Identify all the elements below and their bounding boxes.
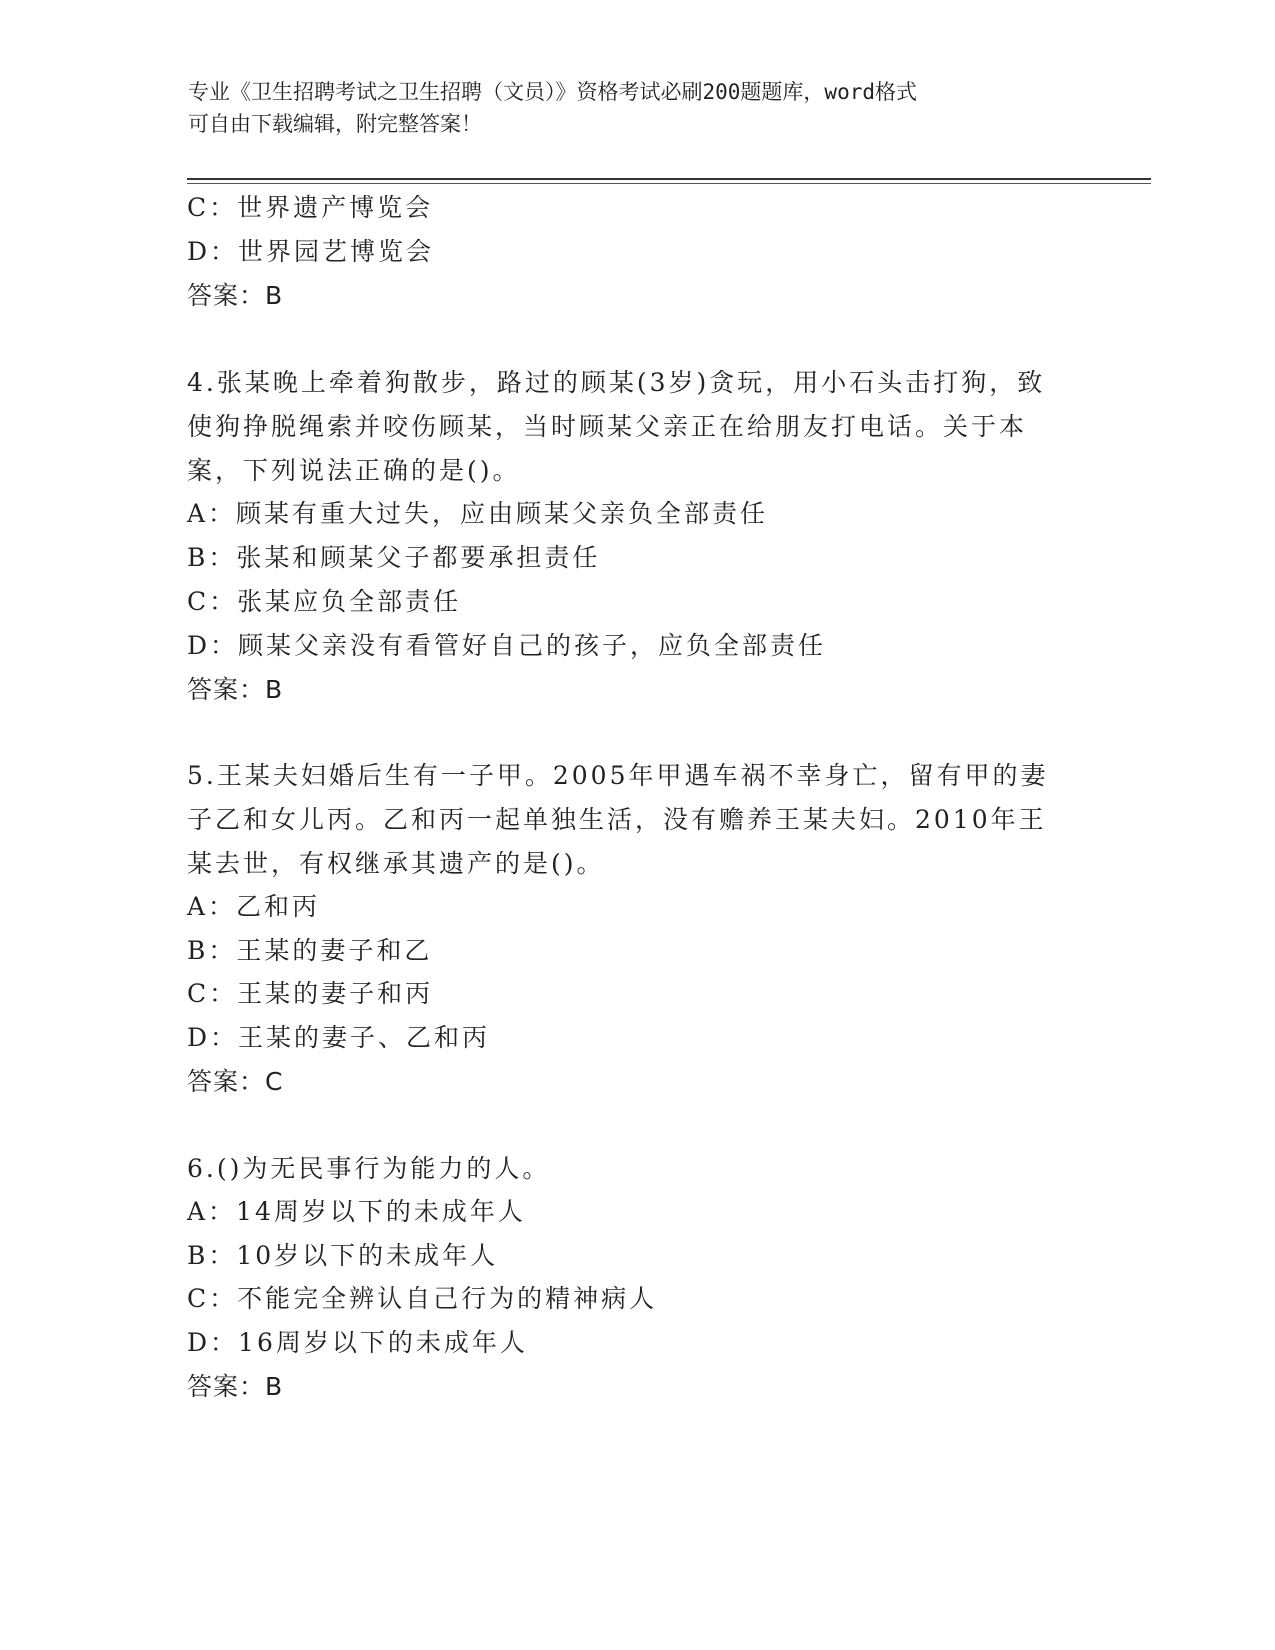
q5-stem-line-3: 某去世，有权继承其遗产的是()。 — [187, 849, 605, 878]
q6-option-c: C：不能完全辨认自己行为的精神病人 — [187, 1284, 658, 1313]
header-divider-thin — [187, 183, 1151, 184]
header-line-2: 可自由下载编辑，附完整答案！ — [188, 112, 482, 136]
q5-option-c: C：王某的妻子和丙 — [187, 979, 434, 1008]
q4-answer: 答案：B — [187, 675, 284, 704]
q6-option-b: B：10岁以下的未成年人 — [187, 1241, 499, 1270]
q6-answer: 答案：B — [187, 1372, 284, 1401]
q5-option-b: B：王某的妻子和乙 — [187, 936, 433, 965]
q4-option-a: A：顾某有重大过失，应由顾某父亲负全部责任 — [187, 499, 769, 528]
q6-option-a: A：14周岁以下的未成年人 — [187, 1197, 526, 1226]
q3-option-c: C：世界遗产博览会 — [187, 193, 434, 222]
q5-stem-line-1: 5.王某夫妇婚后生有一子甲。2005年甲遇车祸不幸身亡，留有甲的妻 — [187, 761, 1049, 790]
q4-stem-line-2: 使狗挣脱绳索并咬伤顾某，当时顾某父亲正在给朋友打电话。关于本 — [187, 412, 1028, 441]
q3-answer: 答案：B — [187, 281, 284, 310]
q4-option-c: C：张某应负全部责任 — [187, 587, 462, 616]
q6-option-d: D：16周岁以下的未成年人 — [187, 1328, 528, 1357]
header-line-1: 专业《卫生招聘考试之卫生招聘（文员）》资格考试必刷200题题库，word格式 — [188, 80, 917, 104]
header-divider-thick — [187, 178, 1151, 180]
q5-stem-line-2: 子乙和女儿丙。乙和丙一起单独生活，没有赡养王某夫妇。2010年王 — [187, 805, 1047, 834]
q5-option-a: A：乙和丙 — [187, 892, 321, 921]
q4-option-b: B：张某和顾某父子都要承担责任 — [187, 543, 601, 572]
q3-option-d: D：世界园艺博览会 — [187, 237, 435, 266]
q4-stem-line-3: 案，下列说法正确的是()。 — [187, 456, 521, 485]
q4-stem-line-1: 4.张某晚上牵着狗散步，路过的顾某(3岁)贪玩，用小石头击打狗，致 — [187, 368, 1046, 397]
document-header — [188, 76, 1068, 140]
q5-option-d: D：王某的妻子、乙和丙 — [187, 1023, 491, 1052]
q6-stem-line-1: 6.()为无民事行为能力的人。 — [187, 1154, 551, 1183]
q5-answer: 答案：C — [187, 1067, 284, 1096]
q4-option-d: D：顾某父亲没有看管好自己的孩子，应负全部责任 — [187, 631, 827, 660]
